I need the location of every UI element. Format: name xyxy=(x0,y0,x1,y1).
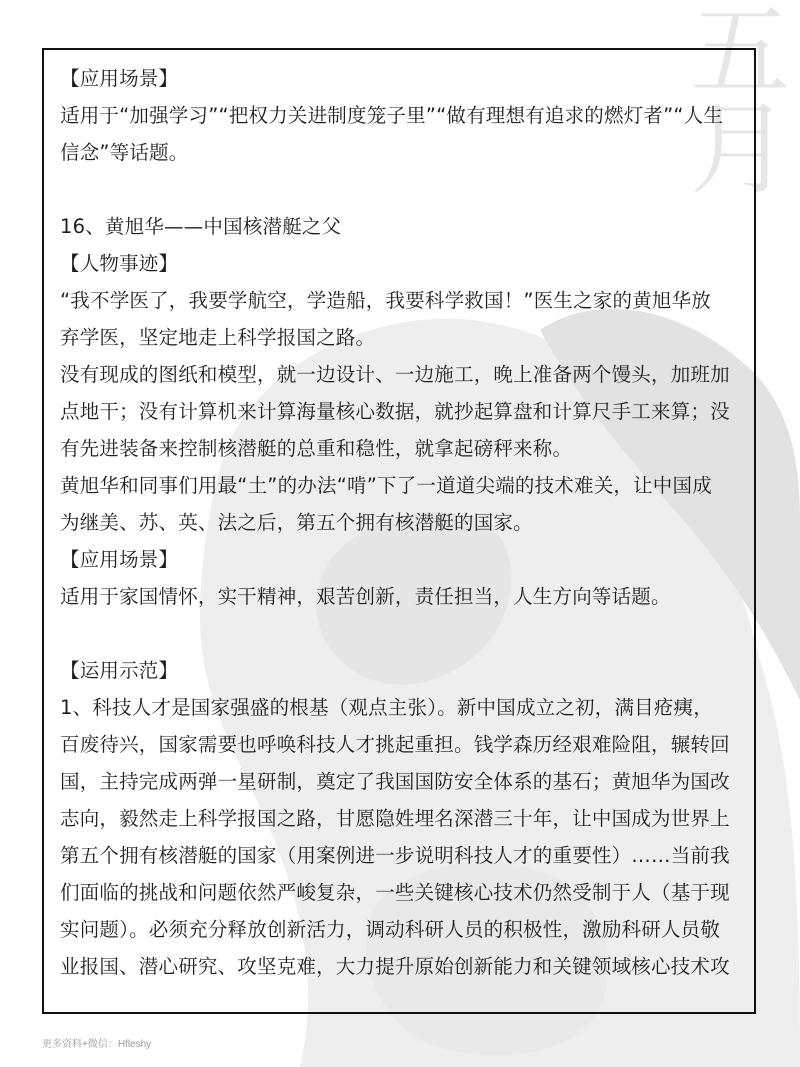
text-line: 有先进装备来控制核潜艇的总重和稳性，就拿起磅秤来称。 xyxy=(60,437,573,460)
text-line: 适用于“加强学习”“把权力关进制度笼子里”“做有理想有追求的燃灯者”“人生 xyxy=(60,104,724,127)
decorative-character-bottom: 月 xyxy=(690,91,790,208)
text-line: 国，主持完成两弹一星研制，奠定了我国国防安全体系的基石；黄旭华为国改 xyxy=(60,770,730,793)
text-line: 百废待兴，国家需要也呼唤科技人才挑起重担。钱学森历经艰难险阻，辗转回 xyxy=(60,733,730,756)
heading-usage-example: 【运用示范】 xyxy=(60,659,179,682)
blank-line xyxy=(60,615,740,652)
blank-line xyxy=(60,171,740,208)
text-line: 没有现成的图纸和模型，就一边设计、一边施工，晚上准备两个馒头，加班加 xyxy=(60,363,730,386)
footer-contact: 更多资料+微信：Hfleshy xyxy=(42,1039,152,1050)
text-line: 弃学医，坚定地走上科学报国之路。 xyxy=(60,326,376,349)
document-frame xyxy=(42,48,756,1014)
heading-application-scenario: 【应用场景】 xyxy=(60,548,179,571)
decorative-character-top: 五 xyxy=(690,0,790,110)
text-line: 为继美、苏、英、法之后，第五个拥有核潜艇的国家。 xyxy=(60,511,533,534)
document-body xyxy=(60,60,740,985)
text-line: “我不学医了，我要学航空，学造船，我要科学救国！”医生之家的黄旭华放 xyxy=(60,289,712,312)
text-line: 信念”等话题。 xyxy=(60,141,189,164)
text-line: 第五个拥有核潜艇的国家（用案例进一步说明科技人才的重要性）……当前我 xyxy=(60,844,730,867)
text-line: 适用于家国情怀，实干精神，艰苦创新，责任担当，人生方向等话题。 xyxy=(60,585,671,608)
heading-application-scenario: 【应用场景】 xyxy=(60,67,179,90)
text-line: 业报国、潜心研究、攻坚克难，大力提升原始创新能力和关键领域核心技术攻 xyxy=(60,955,730,978)
text-line: 志向，毅然走上科学报国之路，甘愿隐姓埋名深潜三十年，让中国成为世界上 xyxy=(60,807,730,830)
heading-person-deeds: 【人物事迹】 xyxy=(60,252,179,275)
section-title-huang-xuhua: 16、黄旭华——中国核潜艇之父 xyxy=(60,215,342,238)
text-line: 黄旭华和同事们用最“土”的办法“啃”下了一道道尖端的技术难关，让中国成 xyxy=(60,474,712,497)
text-line: 实问题）。必须充分释放创新活力，调动科研人员的积极性，激励科研人员敬 xyxy=(60,918,721,941)
text-line: 1、科技人才是国家强盛的根基（观点主张）。新中国成立之初，满目疮痍， xyxy=(60,696,713,719)
text-line: 们面临的挑战和问题依然严峻复杂，一些关键核心技术仍然受制于人（基于现 xyxy=(60,881,730,904)
text-line: 点地干；没有计算机来计算海量核心数据，就抄起算盘和计算尺手工来算；没 xyxy=(60,400,730,423)
